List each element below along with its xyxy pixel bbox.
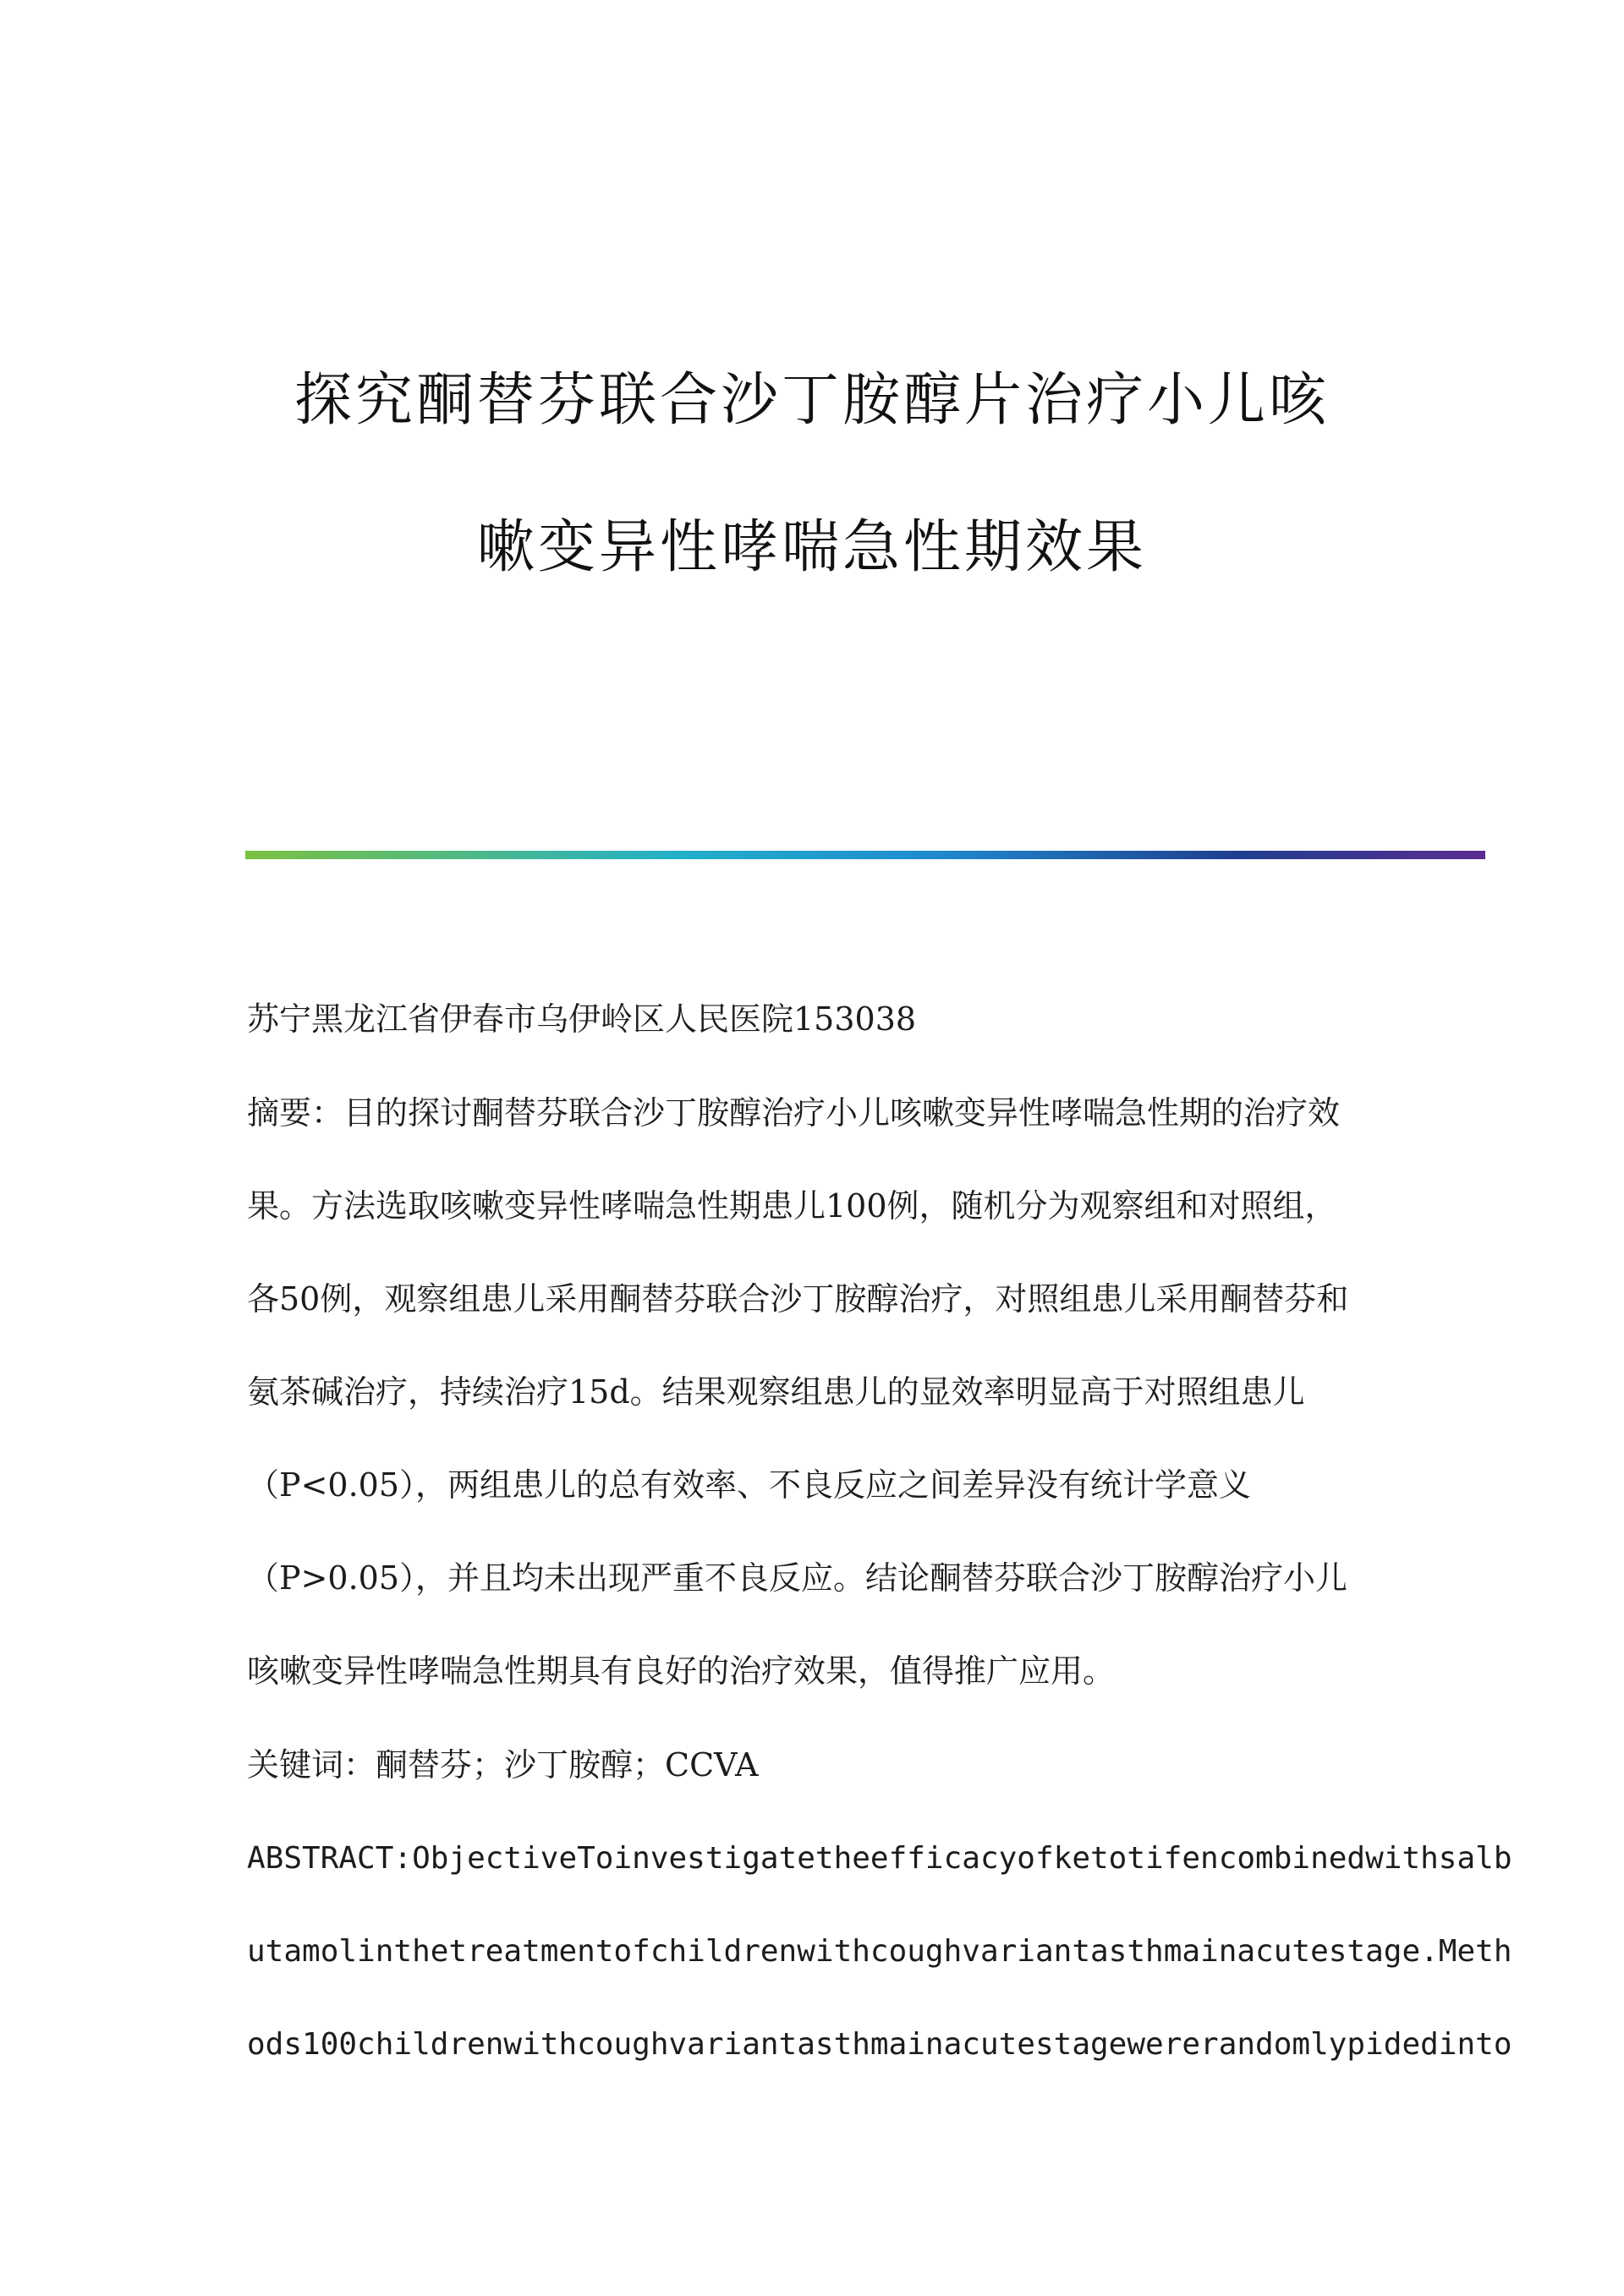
abstract-en-line: utamolinthetreatmentofchildrenwithcoughvariantasthmainacutestage.Meth bbox=[247, 1934, 1512, 1969]
title-divider bbox=[245, 851, 1485, 859]
abstract-cn-line: 氨茶碱治疗，持续治疗15d。结果观察组患儿的显效率明显高于对照组患儿 bbox=[247, 1373, 1305, 1411]
title-line-2: 嗽变异性哮喘急性期效果 bbox=[476, 514, 1147, 581]
abstract-cn-line: （P<0.05），两组患儿的总有效率、不良反应之间差异没有统计学意义 bbox=[247, 1466, 1252, 1504]
abstract-cn-line: 摘要：目的探讨酮替芬联合沙丁胺醇治疗小儿咳嗽变异性哮喘急性期的治疗效 bbox=[247, 1094, 1341, 1132]
paper-body bbox=[247, 1000, 1512, 2062]
author-affiliation: 苏宁黑龙江省伊春市乌伊岭区人民医院153038 bbox=[247, 1000, 917, 1038]
title-line-1: 探究酮替芬联合沙丁胺醇片治疗小儿咳 bbox=[294, 367, 1330, 434]
abstract-en-line: ABSTRACT:ObjectiveToinvestigatetheefficacyofketotifencombinedwithsalb bbox=[247, 1841, 1512, 1876]
abstract-cn-line: 咳嗽变异性哮喘急性期具有良好的治疗效果，值得推广应用。 bbox=[247, 1652, 1116, 1690]
abstract-cn-line: 果。方法选取咳嗽变异性哮喘急性期患儿100例，随机分为观察组和对照组， bbox=[247, 1187, 1337, 1225]
abstract-cn-line: 各50例，观察组患儿采用酮替芬联合沙丁胺醇治疗，对照组患儿采用酮替芬和 bbox=[247, 1280, 1349, 1318]
abstract-en-line: ods100childrenwithcoughvariantasthmainacutestagewererandomlypidedinto bbox=[247, 2027, 1512, 2062]
keywords: 关键词：酮替芬；沙丁胺醇；CCVA bbox=[247, 1746, 759, 1784]
paper-title bbox=[0, 367, 1624, 581]
abstract-cn-line: （P>0.05），并且均未出现严重不良反应。结论酮替芬联合沙丁胺醇治疗小儿 bbox=[247, 1559, 1348, 1597]
